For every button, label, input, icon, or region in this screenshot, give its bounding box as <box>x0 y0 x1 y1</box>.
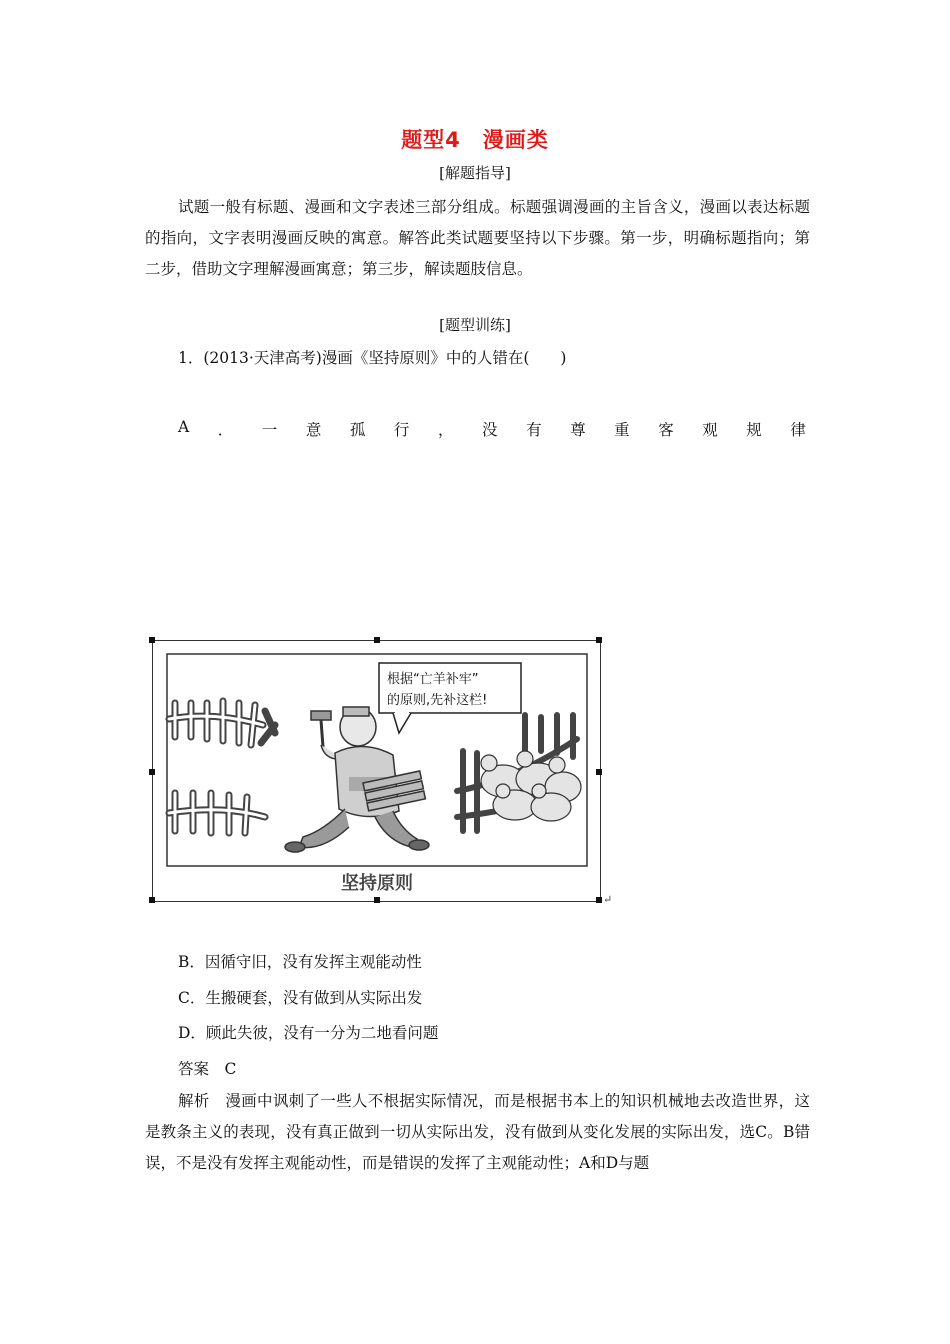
option-a-char: 有 <box>526 421 542 439</box>
option-a <box>178 418 806 440</box>
option-a-char: 孤 <box>349 421 366 439</box>
resize-handle-mr[interactable] <box>596 769 602 775</box>
resize-handle-tm[interactable] <box>374 637 380 643</box>
option-c: C．生搬硬套，没有做到从实际出发 <box>178 989 423 1007</box>
option-a-char: ． <box>217 421 234 439</box>
running-man <box>285 707 429 852</box>
training-heading: [题型训练] <box>439 316 511 334</box>
answer: 答案 C <box>178 1060 237 1078</box>
option-a-char: 没 <box>482 421 498 439</box>
option-a-char: 一 <box>261 421 278 439</box>
resize-handle-bl[interactable] <box>149 897 155 903</box>
option-a-char: 规 <box>746 421 762 439</box>
resize-handle-bm[interactable] <box>374 897 380 903</box>
paragraph-return-mark: ↵ <box>603 893 613 906</box>
resize-handle-tr[interactable] <box>596 637 602 643</box>
option-a-char: 客 <box>658 421 674 439</box>
option-a-char: A <box>178 418 190 436</box>
option-a-char: ， <box>437 421 454 439</box>
speech-line-1: 根据“亡羊补牢” <box>387 672 479 687</box>
option-a-char: 意 <box>305 421 322 439</box>
option-d: D．顾此失彼，没有一分为二地看问题 <box>178 1024 439 1042</box>
guide-heading: [解题指导] <box>439 164 511 182</box>
option-a-char: 行 <box>393 421 410 439</box>
cartoon-figure <box>152 640 601 902</box>
option-b: B．因循守旧，没有发挥主观能动性 <box>178 953 422 971</box>
resize-handle-br[interactable] <box>596 897 602 903</box>
resize-handle-ml[interactable] <box>149 769 155 775</box>
option-a-char: 律 <box>790 421 806 439</box>
option-a-char: 重 <box>614 421 630 439</box>
fence-with-sheep <box>457 715 581 831</box>
option-a-char: 尊 <box>570 421 586 439</box>
page-title: 题型4 漫画类 <box>401 128 549 152</box>
option-a-char: 观 <box>702 421 718 439</box>
question-1: 1．(2013·天津高考)漫画《坚持原则》中的人错在( ) <box>178 349 567 367</box>
cartoon-illustration <box>153 641 600 901</box>
analysis-paragraph: 解析 漫画中讽刺了一些人不根据实际情况，而是根据书本上的知识机械地去改造世界，这是教条主义的表现，没有真正做到一切从实际出发，没有做到从变化发展的实际出发，选C。B错误，不是没有发挥主观能动性，而是错误的发挥了主观能动性；A和D与题 <box>145 1092 810 1172</box>
guide-paragraph: 试题一般有标题、漫画和文字表述三部分组成。标题强调漫画的主旨含义，漫画以表达标题的指向，文字表明漫画反映的寓意。解答此类试题要坚持以下步骤。第一步，明确标题指向；第二步，借助文字理解漫画寓意；第三步，解读题肢信息。 <box>145 198 810 278</box>
speech-line-2: 的原则,先补这栏! <box>387 693 488 708</box>
cartoon-caption: 坚持原则 <box>341 873 413 894</box>
resize-handle-tl[interactable] <box>149 637 155 643</box>
